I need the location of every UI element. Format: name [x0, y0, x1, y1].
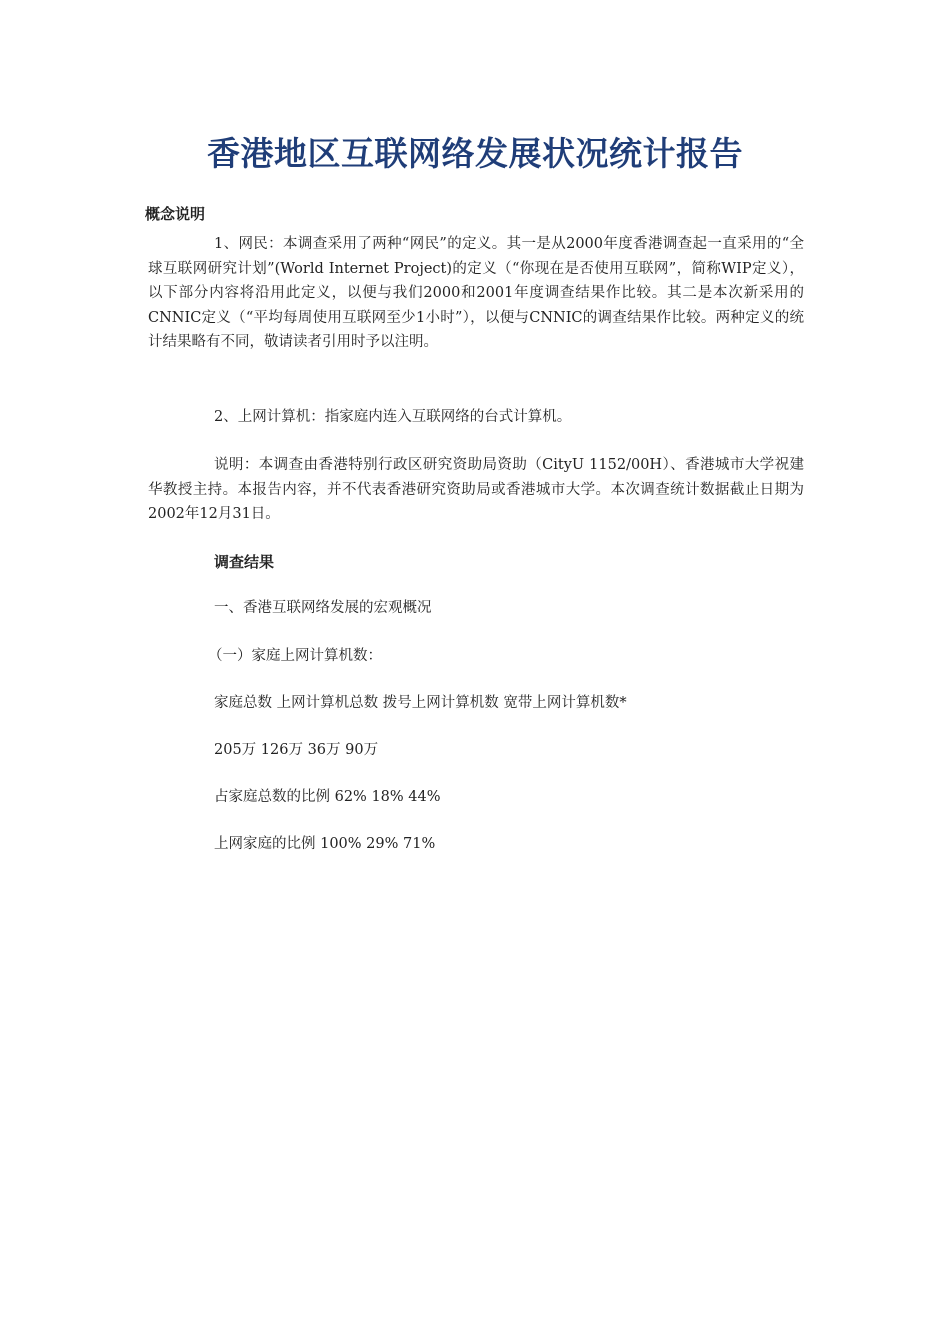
- table-row-counts: 205万 126万 36万 90万: [214, 742, 379, 758]
- section-macro-overview: 一、香港互联网络发展的宏观概况: [214, 600, 432, 616]
- document-title: 香港地区互联网络发展状况统计报告: [207, 134, 743, 173]
- concepts-heading: 概念说明: [145, 205, 206, 223]
- subsection-household-computers: （一）家庭上网计算机数：: [208, 648, 382, 664]
- table-header-row: 家庭总数 上网计算机总数 拨号上网计算机数 宽带上网计算机数*: [214, 695, 627, 711]
- results-heading: 调查结果: [214, 553, 275, 571]
- table-row-share-online: 上网家庭的比例 100% 29% 71%: [214, 836, 436, 852]
- concept-item-computer: 2、上网计算机：指家庭内连入互联网络的台式计算机。: [214, 409, 572, 425]
- concept-item-netizen: 1、网民：本调查采用了两种“网民”的定义。其一是从2000年度香港调查起一直采用的“全球互联网研究计划”(World Internet Project)的定义（“你现在是否使用互联网”，简称WIP定义），以下部分内容将沿用此定义，以便与我们2000和2001年度调查结果作比较。其二是本次新采用的CNNIC定义（“平均每周使用互联网至少1小时”），以便与CNNIC的调查结果作比较。两种定义的统计结果略有不同，敬请读者引用时予以注明。: [148, 236, 804, 350]
- table-row-share-households: 占家庭总数的比例 62% 18% 44%: [214, 789, 441, 805]
- survey-note: 说明：本调查由香港特别行政区研究资助局资助（CityU 1152/00H）、香港城市大学祝建华教授主持。本报告内容，并不代表香港研究资助局或香港城市大学。本次调查统计数据截止日期为2002年12月31日。: [148, 457, 804, 522]
